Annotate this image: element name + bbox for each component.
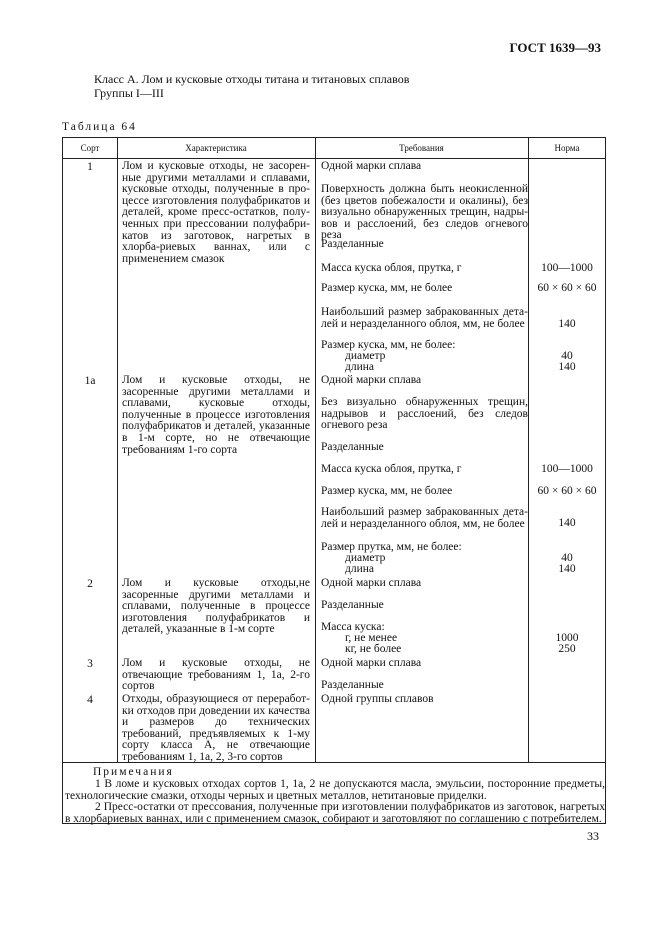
row-characteristic: Лом и кусковые отходы, не засорен-ные другими металлами и сплавами, кусковые отходы, полученные в про-цессе изготовления полуфабрикатов и деталей, кроме пресс-остатков, полу-ченных при прессовании полуфабри-катов из заготовок, нагретых в хлорба-риевых ваннах, или с применением смазок — [122, 160, 310, 265]
requirement: Масса куска: — [321, 621, 385, 633]
requirement: Размер куска, мм, не более — [321, 282, 453, 294]
note-1: 1 В ломе и кусковых отходах сортов 1, 1а, 2 не допускаются масла, эмульсии, посторонние предметы, технологические смазки, отходы черных и цветных металлов, нетитановые приделки. — [65, 778, 605, 802]
col-divider — [528, 138, 529, 762]
row-characteristic: Отходы, образующиеся от переработ-ки отходов при доведении их качества и размеров до технических требований, предъявляемых к 1-му сорту класса А, не отвечающие требованиям 1, 1а, 2, 3-го сортов — [122, 693, 310, 763]
requirement: Без визуально обнаруженных трещин, надрывов и расслоений, без следов огневого реза — [321, 396, 528, 432]
row-sort: 4 — [87, 694, 93, 706]
requirement: Разделанные — [321, 441, 384, 453]
table-label: Таблица 64 — [62, 121, 137, 133]
standard-header: ГОСТ 1639—93 — [509, 40, 601, 55]
col-divider — [117, 138, 118, 762]
norm-value: 100—1000 — [541, 262, 593, 274]
requirement: Наибольший размер забракованных дета-лей и неразделанного облоя, мм, не более — [321, 506, 528, 530]
page-number: 33 — [587, 829, 599, 843]
row-characteristic: Лом и кусковые отходы, не засоренные другими металлами и сплавами, кусковые отходы, полученные в процессе изготовления полуфабрикатов и деталей, указанные в 1-м сорте, но не отвечающие требованиям 1-го сорта — [122, 374, 310, 456]
norm-value: 1000 — [555, 632, 579, 644]
scrap-table — [62, 137, 606, 824]
requirement: Одной марки сплава — [321, 160, 422, 172]
norm-value: 100—1000 — [541, 463, 593, 475]
requirement: Разделанные — [321, 599, 384, 611]
requirement: Размер куска, мм, не более — [321, 485, 453, 497]
norm-value: 140 — [558, 563, 576, 575]
row-sort: 1 — [87, 161, 93, 173]
notes-title: Примечания — [93, 766, 174, 778]
requirement: Масса куска облоя, прутка, г — [321, 463, 462, 475]
requirement: Одной марки сплава — [321, 577, 422, 589]
row-characteristic: Лом и кусковые отходы,не засоренные другими металлами и сплавами, полученные в процессе изготовления полуфабрикатов и деталей, указанные в 1-м сорте — [122, 577, 310, 636]
norm-value: 60 × 60 × 60 — [537, 485, 597, 497]
requirement-sub: длина — [345, 361, 375, 373]
requirement-sub: диаметр — [345, 350, 386, 362]
intro — [94, 72, 409, 100]
requirement-sub: длина — [345, 563, 375, 575]
requirement: Одной группы сплавов — [321, 693, 434, 705]
norm-value: 140 — [558, 517, 576, 529]
row-sort: 1а — [84, 375, 96, 387]
requirement: Разделанные — [321, 238, 384, 250]
norm-value: 140 — [558, 361, 576, 373]
col-header-sort: Сорт — [80, 143, 100, 153]
requirement: Одной марки сплава — [321, 374, 422, 386]
requirement-sub: г, не менее — [345, 632, 398, 644]
norm-value: 60 × 60 × 60 — [537, 282, 597, 294]
requirement: Наибольший размер забракованных дета-лей и неразделанного облоя, мм, не более — [321, 306, 528, 330]
groups-title: Группы I—III — [94, 86, 164, 100]
row-sort: 3 — [87, 658, 93, 670]
norm-value: 250 — [558, 643, 576, 655]
col-header-requirements: Требования — [399, 143, 444, 153]
requirement-sub: диаметр — [345, 552, 386, 564]
class-title: Класс А. Лом и кусковые отходы титана и титановых сплавов — [94, 72, 410, 86]
col-header-norm: Норма — [554, 143, 580, 153]
row-characteristic: Лом и кусковые отходы, не отвечающие требованиям 1, 1а, 2-го сортов — [122, 657, 310, 693]
note-2: 2 Пресс-остатки от прессования, полученные при изготовлении полуфабрикатов из заготовок, нагретых в хлорбариевых ваннах, или с применением смазок, собирают и заготовляют по соглашению с потребителем. — [65, 801, 605, 825]
requirement: Размер прутка, мм, не более: — [321, 541, 462, 553]
col-header-characteristic: Характеристика — [185, 143, 247, 153]
requirement: Размер куска, мм, не более: — [321, 339, 456, 351]
norm-value: 140 — [558, 318, 576, 330]
requirement-sub: кг, не более — [345, 643, 402, 655]
row-sort: 2 — [87, 578, 93, 590]
requirement: Разделанные — [321, 679, 384, 691]
norm-value: 40 — [561, 350, 573, 362]
norm-value: 40 — [561, 552, 573, 564]
requirement: Одной марки сплава — [321, 657, 422, 669]
col-divider — [315, 138, 316, 762]
requirement: Поверхность должна быть неокисленной (без цветов побежалости и окалины), без визуально обнаруженных трещин, надры-вов и расслоений, без следов огневого реза — [321, 183, 528, 242]
header-divider — [63, 158, 605, 159]
requirement: Масса куска облоя, прутка, г — [321, 262, 462, 274]
